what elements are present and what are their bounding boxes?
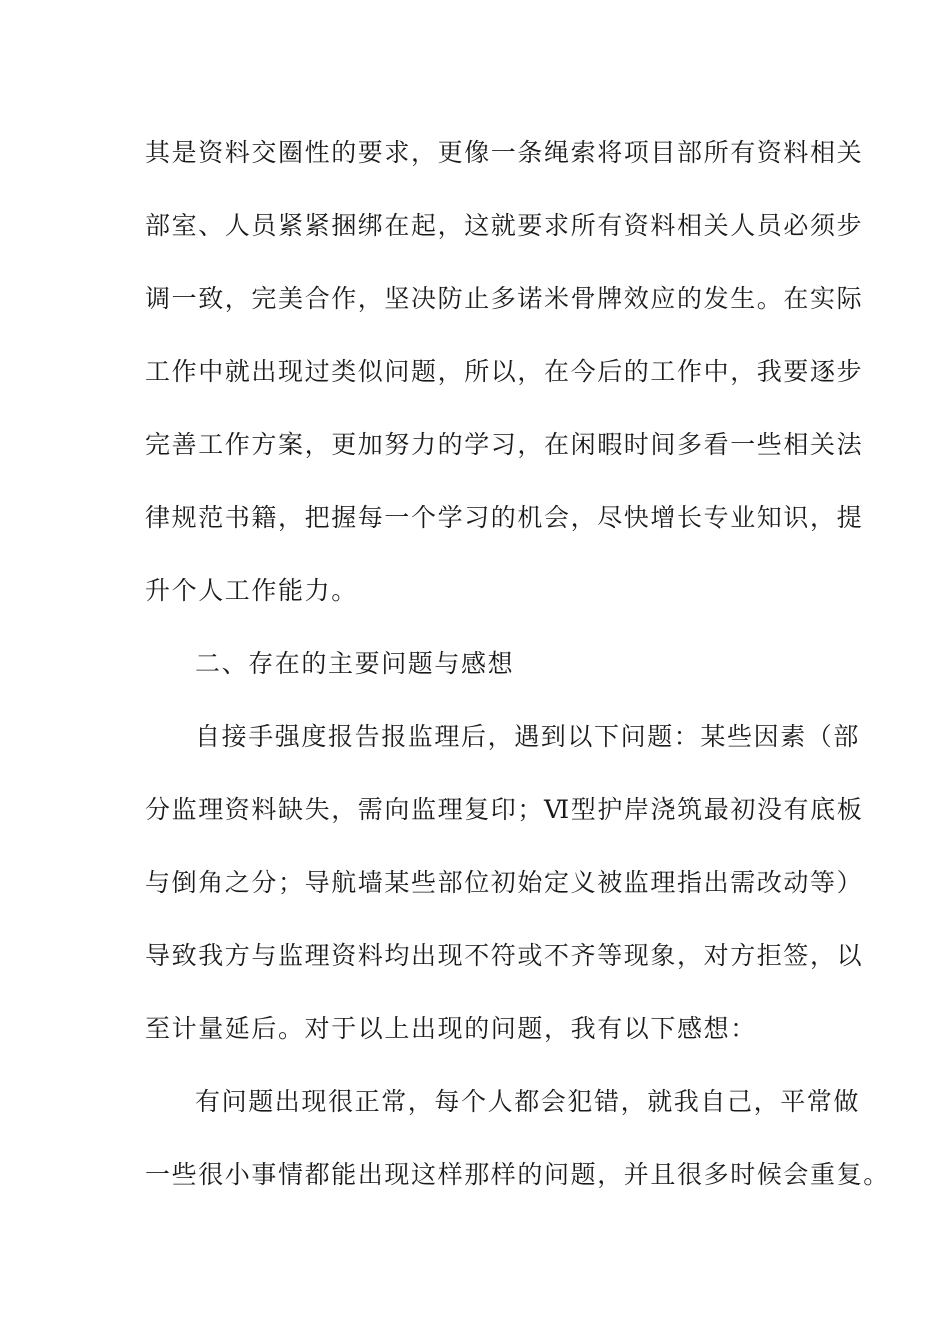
body-text-line: 至计量延后。对于以上出现的问题，我有以下感想： [145, 1014, 757, 1043]
body-text-line: 部室、人员紧紧捆绑在起，这就要求所有资料相关人员必须步 [145, 211, 864, 240]
section-heading: 二、存在的主要问题与感想 [195, 649, 515, 678]
body-text-line: 完善工作方案，更加努力的学习，在闲暇时间多看一些相关法 [145, 430, 864, 459]
body-text-line: 分监理资料缺失，需向监理复印；Ⅵ型护岸浇筑最初没有底板 [145, 795, 864, 824]
body-text-line: 与倒角之分；导航墙某些部位初始定义被监理指出需改动等） [145, 868, 864, 897]
body-text-line: 工作中就出现过类似问题，所以，在今后的工作中，我要逐步 [145, 357, 864, 386]
body-text-line: 导致我方与监理资料均出现不符或不齐等现象，对方拒签，以 [145, 941, 864, 970]
body-text-line: 其是资料交圈性的要求，更像一条绳索将项目部所有资料相关 [145, 138, 864, 167]
body-text-line: 有问题出现很正常，每个人都会犯错，就我自己，平常做 [195, 1087, 861, 1116]
body-text-line: 自接手强度报告报监理后，遇到以下问题：某些因素（部 [195, 722, 861, 751]
body-text-line: 律规范书籍，把握每一个学习的机会，尽快增长专业知识，提 [145, 503, 864, 532]
body-text-line: 一些很小事情都能出现这样那样的问题，并且很多时候会重复。 [145, 1160, 890, 1189]
body-text-line: 调一致，完美合作，坚决防止多诺米骨牌效应的发生。在实际 [145, 284, 864, 313]
body-text-line: 升个人工作能力。 [145, 576, 358, 605]
